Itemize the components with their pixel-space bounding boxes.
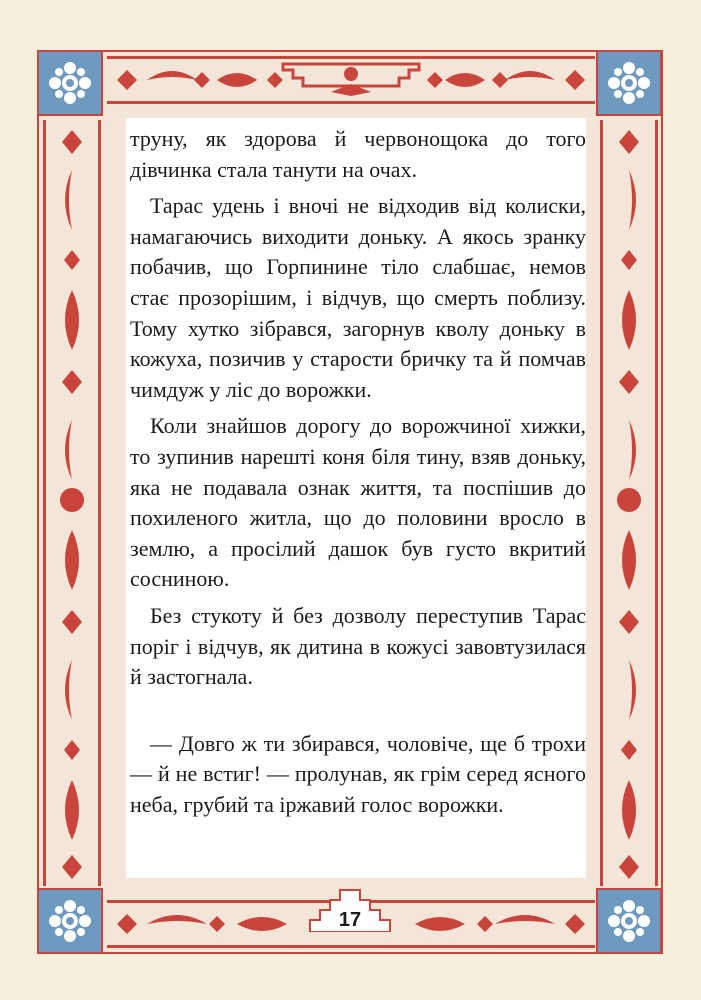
corner-flower-ornament-top-left <box>37 50 103 116</box>
paragraph: Тарас удень і вночі не відходив від колиски, намагаючись виходити доньку. А якось зранку побачив, що Горпинине тіло слабшає, немов стає прозорішим, і відчув, що смерть поблизу. Тому хутко зібрався, загорнув кволу доньку в кожуха, позичив у старости бричку та й помчав чимдуж у ліс до ворожки. <box>130 193 586 402</box>
corner-flower-ornament-bottom-left <box>37 888 103 954</box>
paragraph: Коли знайшов дорогу до ворожчиної хижки, то зупинив нарешті коня біля тину, взяв доньку, яка не подавала ознак життя, та поспішив до похиленого житла, що до половини вросло в землю, а просілий дашок був густо вкритий сосниною. <box>130 413 586 592</box>
left-embroidery-band <box>39 120 105 886</box>
story-text <box>130 124 586 826</box>
corner-flower-ornament-top-right <box>596 50 662 116</box>
paragraph: труну, як здорова й червонощока до того дівчинка стала танути на очах. <box>130 126 586 182</box>
corner-flower-ornament-bottom-right <box>596 888 662 954</box>
paragraph: — Довго ж ти збирався, чоловіче, ще б трохи — й не встиг! — пролунав, як грім серед ясного неба, грубий та іржавий голос ворожки. <box>130 730 586 817</box>
paragraph: Без стукоту й без дозволу переступив Тарас поріг і відчув, як дитина в кожусі завовтузилася й застогнала. <box>130 602 586 690</box>
page-number: 17 <box>338 909 362 931</box>
top-embroidery-band <box>107 52 595 108</box>
right-embroidery-band <box>596 120 662 886</box>
